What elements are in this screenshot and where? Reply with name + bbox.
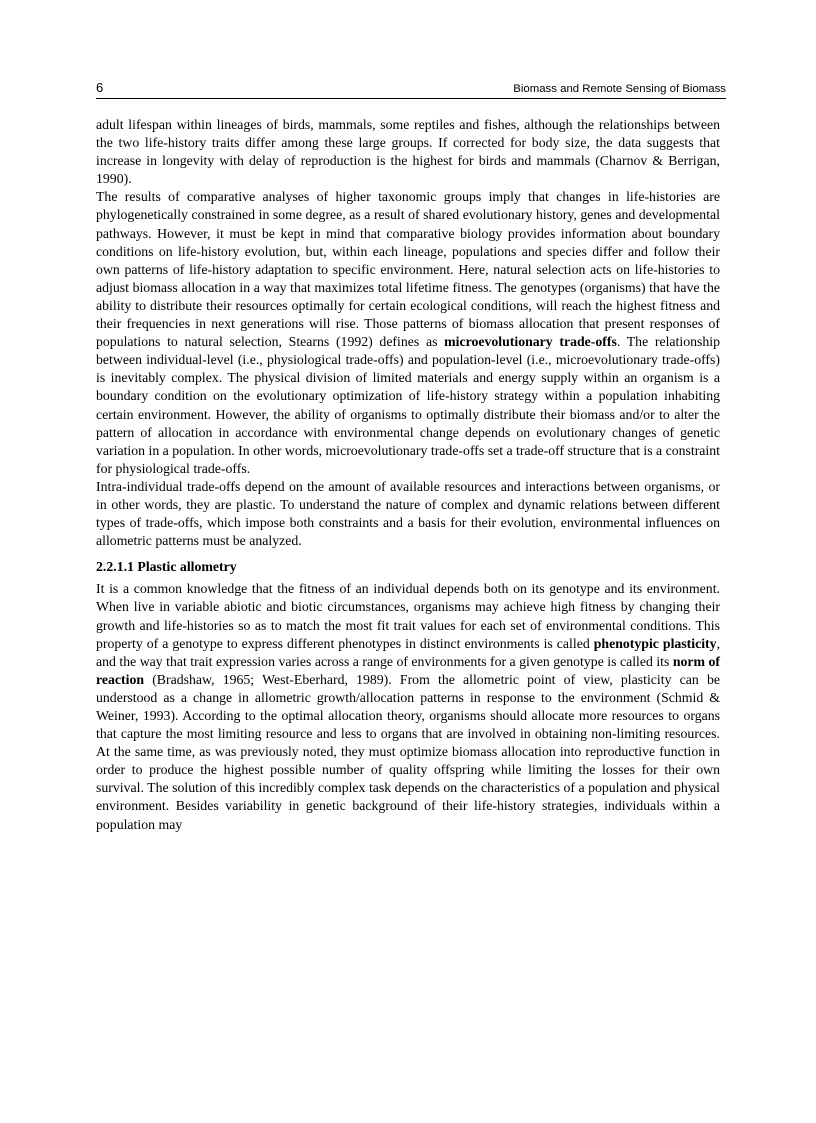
paragraph-text: The results of comparative analyses of higher taxonomic groups imply that changes in life-histories are phylogenetically constrained in some degree, as a result of shared evolutionary history, genes and developmental pathways. However, it must be kept in mind that comparative biology provides information about boundary conditions on life-history evolution, but, within each lineage, populations and species differ and follow their own patterns of life-history adaptation to specific environment. Here, natural selection acts on life-histories to adjust biomass allocation in a way that maximizes total lifetime fitness. The genotypes (organisms) that have the ability to distribute their resources optimally for certain ecological conditions, will reach the highest fitness and their frequencies in next generations will rise. Those patterns of biomass allocation that present responses of populations to natural selection, Stearns (1992) defines as <box>96 189 720 350</box>
body-text <box>96 116 720 834</box>
running-header <box>96 80 726 99</box>
page-number: 6 <box>96 80 104 95</box>
paragraph-text: It is a common knowledge that the fitness of an individual depends both on its genotype and its environment. When live in variable abiotic and biotic circumstances, organisms may achieve high fitness by changing their growth and life-histories so as to match the most fit trait values for each set of environmental conditions. This property of a genotype to express different phenotypes in distinct environments is called <box>96 581 720 651</box>
paragraph-text: (Bradshaw, 1965; West-Eberhard, 1989). From the allometric point of view, plasticity can be understood as a change in allometric growth/allocation patterns in response to the environment (Schmid & Weiner, 1993). According to the optimal allocation theory, organisms should allocate more resources to organs that capture the most limiting resource and less to organs that are involved in obtaining non-limiting resources. At the same time, as was previously noted, they must optimize biomass allocation into reproductive function in order to produce the highest possible number of quality offspring while limiting the losses for their own survival. The solution of this incredibly complex task depends on the characteristics of a population and physical environment. Besides variability in genetic background of their life-history strategies, individuals within a population may <box>96 671 720 832</box>
paragraph-plastic-allometry <box>96 580 720 833</box>
paragraph-lifespan: adult lifespan within lineages of birds, mammals, some reptiles and fishes, although the relationships between the two life-history traits differ among these large groups. If corrected for body size, the data suggests that increase in longevity with delay of reproduction is the highest for birds and mammals (Charnov & Berrigan, 1990). <box>96 117 720 187</box>
term-microevolutionary-trade-offs: microevolutionary trade-offs <box>444 334 617 350</box>
term-norm-of-reaction: norm of reaction <box>96 653 720 687</box>
paragraph-comparative-analyses <box>96 188 720 478</box>
paragraph-intra-individual: Intra-individual trade-offs depend on the amount of available resources and interactions between organisms, or in other words, they are plastic. To understand the nature of complex and dynamic relations between different types of trade-offs, which impose both constraints and a basis for their evolution, environmental influences on allometric patterns must be analyzed. <box>96 478 720 549</box>
paragraph-text: . The relationship between individual-level (i.e., physiological trade-offs) and population-level (i.e., microevolutionary trade-offs) is inevitably complex. The physical division of limited materials and energy supply within an organism is a boundary condition on the evolutionary optimization of life-history strategy within a population inhabiting certain environment. However, the ability of organisms to optimally distribute their biomass and/or to alter the pattern of allocation in accordance with environmental change depends on evolutionary changes of genetic variation in a population. In other words, microevolutionary trade-offs set a trade-off structure that is a constraint for physiological trade-offs. <box>96 334 721 476</box>
running-header-title: Biomass and Remote Sensing of Biomass <box>513 83 726 95</box>
section-heading: 2.2.1.1 Plastic allometry <box>96 559 237 575</box>
term-phenotypic-plasticity: phenotypic plasticity <box>593 635 717 651</box>
paragraph-text: , and the way that trait expression varies across a range of environments for a given genotype is called its <box>96 635 721 669</box>
